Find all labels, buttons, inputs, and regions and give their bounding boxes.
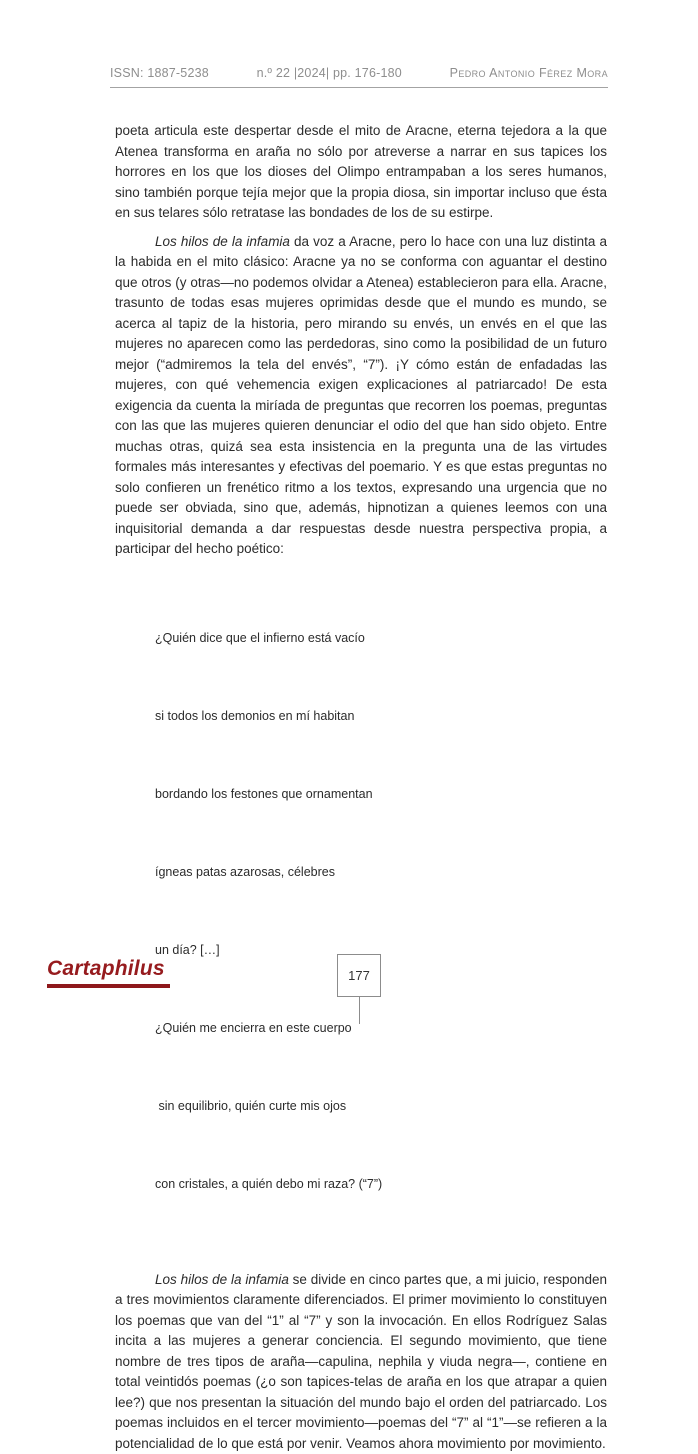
paragraph-1: poeta articula este despertar desde el mito de Aracne, eterna tejedora a la que Atenea transforma en araña no sólo por atreverse a narrar en sus tapices los horrores en los que los dioses del Olimpo entrampaban a los seres humanos, sino también porque tejía mejor que la propia diosa, sin importar incluso que ésta en sus telares sólo retratase las bondades de los de su estirpe. [115,121,607,224]
page-number-line [359,997,360,1024]
poem-line: sin equilibrio, quién curte mis ojos [155,1093,607,1119]
book-title: Los hilos de la infamia [155,1272,289,1287]
poem-line: con cristales, a quién debo mi raza? (“7”) [155,1171,607,1197]
page-number: 177 [348,968,370,983]
poem-line: si todos los demonios en mí habitan [155,703,607,729]
poem-line: ígneas patas azarosas, célebres [155,859,607,885]
poem-line: bordando los festones que ornamentan [155,781,607,807]
journal-logo: Cartaphilus [47,957,170,988]
paragraph-3-text: se divide en cinco partes que, a mi juicio, responden a tres movimientos claramente diferenciados. El primer movimiento lo constituyen los poemas que van del “1” al “7” y son la invocación. En ellos Rodríguez Salas incita a las mujeres a generar conciencia. El segundo movimiento, que tiene nombre de tres tipos de araña—capulina, nephila y viuda negra—, contiene en total veintidós poemas (¿o son tapices-telas de araña en los que atrapar a quien lee?) que nos presentan la situación del mundo bajo el orden del patriarcado. Los poemas incluidos en el tercer movimiento—poemas del “7” al “1”—se refieren a la potencialidad de lo que está por venir. Veamos ahora movimiento por movimiento. [115,1272,607,1451]
author-name: Pedro Antonio Férez Mora [450,66,608,80]
paragraph-3 [115,1270,607,1454]
issn-label: ISSN: 1887-5238 [110,66,209,80]
page-header [110,66,608,88]
poem-line: ¿Quién dice que el infierno está vacío [155,625,607,651]
paragraph-2 [115,232,607,560]
article-body [115,121,607,1454]
poem-quote [155,573,607,1249]
book-title: Los hilos de la infamia [155,234,290,249]
poem-line: un día? […] [155,937,607,963]
paragraph-2-text: da voz a Aracne, pero lo hace con una luz distinta a la habida en el mito clásico: Aracne ya no se conforma con aguantar el destino que otros (y otras—no podemos olvidar a Atenea) establecieron para ella. Aracne, trasunto de todas esas mujeres oprimidas desde que el mundo es mundo, se acerca al tapiz de la historia, pero mirando su envés, un envés en el que las mujeres no aparecen como las perdedoras, sino como la posibilidad de un futuro mejor (“admiremos la tela del envés”, “7”). ¡Y cómo están de enfadadas las mujeres, con qué vehemencia exigen explicaciones al patriarcado! De esta exigencia da cuenta la miríada de preguntas que recorren los poemas, preguntas con las que las mujeres quieren denunciar el odio del que han sido objeto. Entre muchas otras, quizá sea esta insistencia en la pregunta una de las virtudes formales más interesantes y efectivas del poemario. Y es que estas preguntas no solo confieren un frenético ritmo a los textos, expresando una urgencia que no puede ser obviada, sino que, además, hipnotizan a quienes leemos con una inquisitorial demanda a dar respuestas desde nuestra perspectiva propia, a participar del hecho poético: [115,234,607,557]
poem-line: ¿Quién me encierra en este cuerpo [155,1015,607,1041]
issue-info: n.º 22 |2024| pp. 176-180 [257,66,402,80]
page-number-box [337,954,381,997]
